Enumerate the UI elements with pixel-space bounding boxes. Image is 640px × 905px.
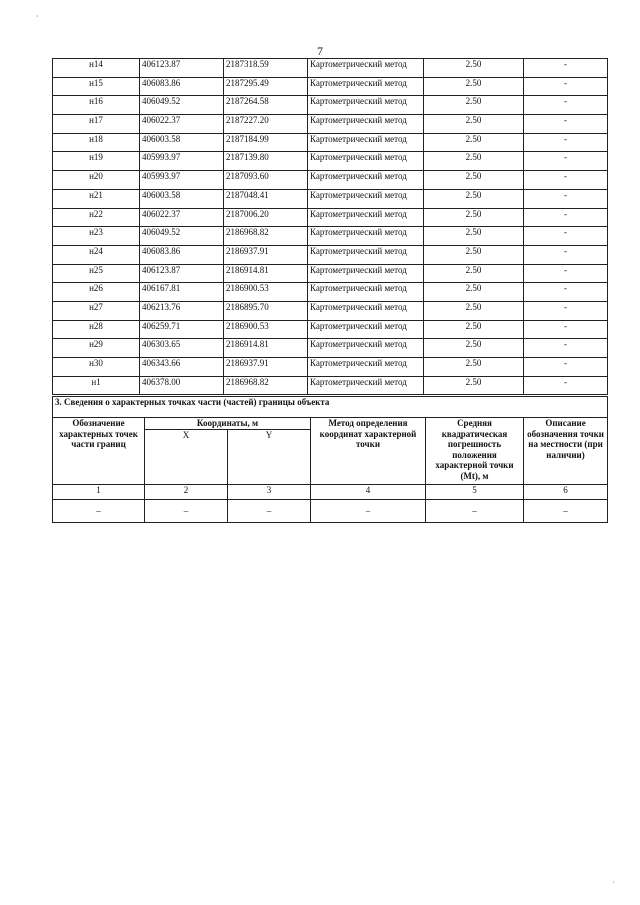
point-name-cell: н1 [53,376,140,395]
point-name-cell: н15 [53,77,140,96]
accuracy-cell: 2.50 [424,245,524,264]
coord-x-cell: 405993.97 [140,171,224,190]
point-name-cell: н24 [53,245,140,264]
coord-y-cell: 2187048.41 [224,189,308,208]
method-cell: Картометрический метод [308,152,424,171]
table-row [53,227,608,246]
method-cell: Картометрический метод [308,208,424,227]
coord-x-cell: 406049.52 [140,227,224,246]
empty-cell: – [53,500,145,523]
point-name-cell: н20 [53,171,140,190]
point-name-cell: н29 [53,339,140,358]
coord-y-cell: 2186914.81 [224,264,308,283]
column-number: 6 [524,485,608,500]
header-x: X [145,429,228,484]
points-table-body [53,59,608,395]
column-number: 4 [311,485,426,500]
coord-y-cell: 2187295.49 [224,77,308,96]
section3-title: 3. Сведения о характерных точках части (частей) границы объекта [53,397,608,418]
description-cell: - [524,189,608,208]
coord-y-cell: 2186937.91 [224,245,308,264]
header-y: Y [228,429,311,484]
method-cell: Картометрический метод [308,96,424,115]
empty-cell: – [524,500,608,523]
coord-y-cell: 2186900.53 [224,320,308,339]
header-method: Метод определения координат характерной точки [311,418,426,485]
description-cell: - [524,339,608,358]
table-row [53,189,608,208]
accuracy-cell: 2.50 [424,59,524,78]
accuracy-cell: 2.50 [424,376,524,395]
method-cell: Картометрический метод [308,245,424,264]
point-name-cell: н18 [53,133,140,152]
column-number: 1 [53,485,145,500]
description-cell: - [524,283,608,302]
table-row [53,264,608,283]
accuracy-cell: 2.50 [424,301,524,320]
table-row [53,152,608,171]
empty-cell: – [426,500,524,523]
coord-x-cell: 406022.37 [140,208,224,227]
header-description: Описание обозначения точки на местности (при наличии) [524,418,608,485]
accuracy-cell: 2.50 [424,96,524,115]
point-name-cell: н17 [53,115,140,134]
accuracy-cell: 2.50 [424,189,524,208]
coord-x-cell: 406003.58 [140,133,224,152]
coord-x-cell: 406083.86 [140,77,224,96]
method-cell: Картометрический метод [308,59,424,78]
coord-y-cell: 2187227.20 [224,115,308,134]
accuracy-cell: 2.50 [424,208,524,227]
header-accuracy: Средняя квадратическая погрешность положения характерной точки (Mt), м [426,418,524,485]
accuracy-cell: 2.50 [424,358,524,377]
description-cell: - [524,133,608,152]
accuracy-cell: 2.50 [424,77,524,96]
coord-y-cell: 2186968.82 [224,227,308,246]
accuracy-cell: 2.50 [424,320,524,339]
points-table [52,58,608,395]
empty-cell: – [145,500,228,523]
table-row [53,301,608,320]
coord-x-cell: 406167.81 [140,283,224,302]
method-cell: Картометрический метод [308,189,424,208]
description-cell: - [524,77,608,96]
point-name-cell: н21 [53,189,140,208]
point-name-cell: н30 [53,358,140,377]
coord-x-cell: 406378.00 [140,376,224,395]
point-name-cell: н23 [53,227,140,246]
point-name-cell: н26 [53,283,140,302]
method-cell: Картометрический метод [308,77,424,96]
accuracy-cell: 2.50 [424,264,524,283]
empty-data-row [53,500,608,523]
section3-table [52,396,608,523]
table-row [53,115,608,134]
table-row [53,208,608,227]
table-row [53,358,608,377]
point-name-cell: н16 [53,96,140,115]
point-name-cell: н19 [53,152,140,171]
coord-y-cell: 2187264.58 [224,96,308,115]
method-cell: Картометрический метод [308,301,424,320]
coord-y-cell: 2186895.70 [224,301,308,320]
description-cell: - [524,301,608,320]
table-row [53,376,608,395]
table-row [53,320,608,339]
description-cell: - [524,245,608,264]
coord-y-cell: 2187318.59 [224,59,308,78]
description-cell: - [524,358,608,377]
table-row [53,77,608,96]
method-cell: Картометрический метод [308,115,424,134]
accuracy-cell: 2.50 [424,283,524,302]
coord-y-cell: 2187093.60 [224,171,308,190]
coord-y-cell: 2186937.91 [224,358,308,377]
method-cell: Картометрический метод [308,358,424,377]
method-cell: Картометрический метод [308,133,424,152]
header-designation: Обозначение характерных точек части границ [53,418,145,485]
description-cell: - [524,208,608,227]
description-cell: - [524,96,608,115]
point-name-cell: н22 [53,208,140,227]
coord-y-cell: 2186900.53 [224,283,308,302]
coord-x-cell: 406022.37 [140,115,224,134]
description-cell: - [524,320,608,339]
column-number: 5 [426,485,524,500]
header-coordinates: Координаты, м [145,418,311,430]
table-row [53,339,608,358]
method-cell: Картометрический метод [308,283,424,302]
coord-x-cell: 406213.76 [140,301,224,320]
coord-x-cell: 406003.58 [140,189,224,208]
coord-y-cell: 2187139.80 [224,152,308,171]
method-cell: Картометрический метод [308,339,424,358]
point-name-cell: н28 [53,320,140,339]
scan-speck: · [36,12,39,21]
accuracy-cell: 2.50 [424,227,524,246]
accuracy-cell: 2.50 [424,115,524,134]
description-cell: - [524,59,608,78]
coord-y-cell: 2186968.82 [224,376,308,395]
table-row [53,283,608,302]
coord-y-cell: 2187184.99 [224,133,308,152]
coord-x-cell: 406303.65 [140,339,224,358]
coord-x-cell: 406123.87 [140,59,224,78]
method-cell: Картометрический метод [308,264,424,283]
description-cell: - [524,264,608,283]
table-row [53,171,608,190]
description-cell: - [524,227,608,246]
table-row [53,59,608,78]
description-cell: - [524,171,608,190]
accuracy-cell: 2.50 [424,171,524,190]
column-numbers-row [53,485,608,500]
description-cell: - [524,376,608,395]
page-number: 7 [317,44,323,58]
coord-x-cell: 406343.66 [140,358,224,377]
description-cell: - [524,115,608,134]
description-cell: - [524,152,608,171]
coord-x-cell: 406083.86 [140,245,224,264]
point-name-cell: н14 [53,59,140,78]
column-number: 2 [145,485,228,500]
table-row [53,245,608,264]
coord-x-cell: 405993.97 [140,152,224,171]
column-number: 3 [228,485,311,500]
method-cell: Картометрический метод [308,171,424,190]
accuracy-cell: 2.50 [424,133,524,152]
table-row [53,133,608,152]
accuracy-cell: 2.50 [424,152,524,171]
point-name-cell: н25 [53,264,140,283]
coord-y-cell: 2186914.81 [224,339,308,358]
point-name-cell: н27 [53,301,140,320]
scan-speck: · [612,878,615,887]
coord-x-cell: 406259.71 [140,320,224,339]
accuracy-cell: 2.50 [424,339,524,358]
method-cell: Картометрический метод [308,227,424,246]
coord-x-cell: 406123.87 [140,264,224,283]
coord-y-cell: 2187006.20 [224,208,308,227]
empty-cell: – [311,500,426,523]
method-cell: Картометрический метод [308,376,424,395]
coord-x-cell: 406049.52 [140,96,224,115]
method-cell: Картометрический метод [308,320,424,339]
table-row [53,96,608,115]
empty-cell: – [228,500,311,523]
